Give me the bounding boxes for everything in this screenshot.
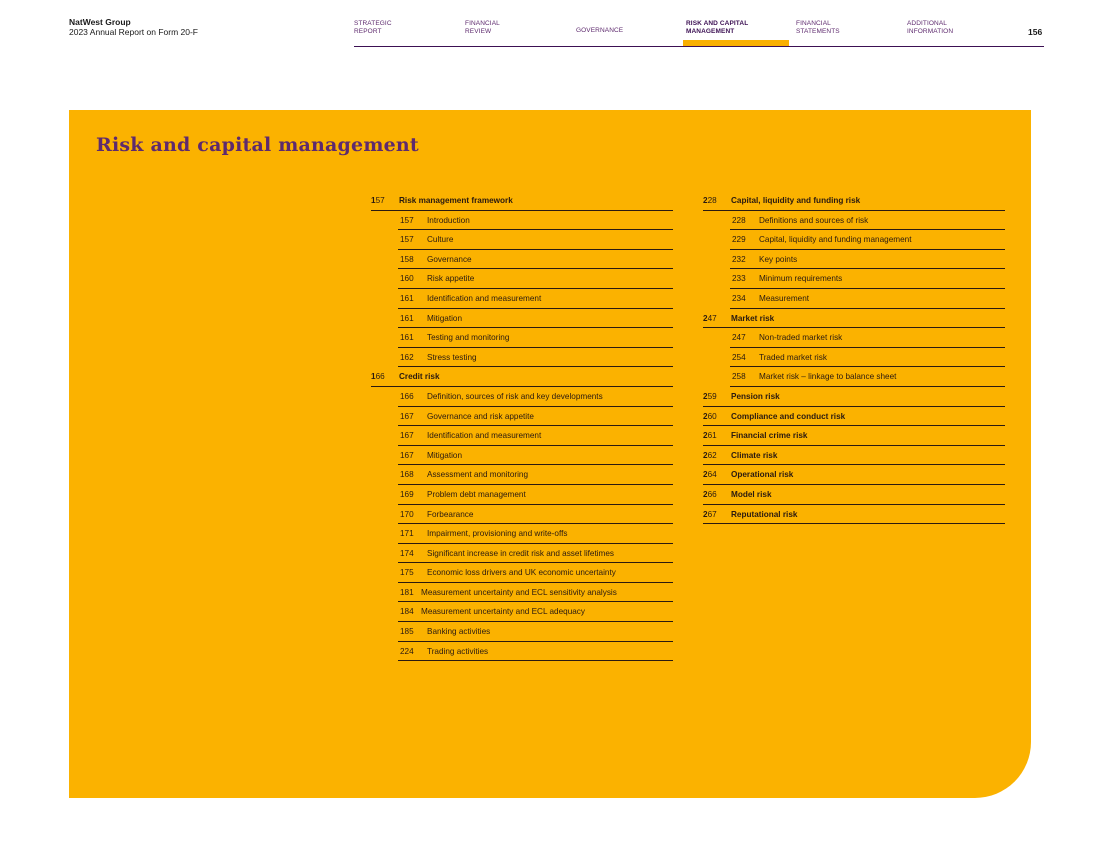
toc-entry-label: Risk appetite: [427, 274, 475, 284]
toc-entry-label: Trading activities: [427, 646, 489, 656]
toc-page-number: 157: [371, 196, 385, 205]
toc-entry-label: Measurement: [759, 293, 810, 303]
toc-subsection-link[interactable]: [730, 230, 1005, 250]
page-header: [0, 0, 1100, 48]
toc-entry-label: Reputational risk: [731, 509, 798, 519]
toc-subsection-link[interactable]: [730, 211, 1005, 231]
toc-subsection-link[interactable]: [730, 348, 1005, 368]
toc-entry-label: Operational risk: [731, 470, 794, 480]
nav-financial-statements[interactable]: FINANCIAL STATEMENTS: [796, 20, 840, 35]
toc-entry-label: Capital, liquidity and funding risk: [731, 196, 861, 205]
toc-page-number: 168: [400, 470, 414, 480]
toc-subsection-link[interactable]: [398, 524, 673, 544]
toc-page-number: 266: [703, 489, 717, 499]
toc-subsection-link[interactable]: [398, 426, 673, 446]
section-title: Risk and capital management: [96, 134, 419, 156]
toc-page-number: 232: [732, 254, 746, 264]
toc-subsection-link[interactable]: [730, 250, 1005, 270]
toc-entry-label: Assessment and monitoring: [427, 470, 529, 480]
toc-page-number: 157: [400, 235, 414, 245]
toc-subsection-link[interactable]: [398, 387, 673, 407]
toc-page-number: 171: [400, 529, 414, 539]
toc-section-link[interactable]: [703, 191, 1005, 211]
toc-entry-label: Problem debt management: [427, 489, 526, 499]
toc-page-number: 254: [732, 352, 746, 362]
toc-page-number: 228: [703, 196, 717, 205]
toc-subsection-link[interactable]: [398, 328, 673, 348]
toc-subsection-link[interactable]: [730, 367, 1005, 387]
toc-entry-label: Market risk – linkage to balance sheet: [759, 372, 897, 382]
toc-subsection-link[interactable]: [398, 289, 673, 309]
toc-subsection-link[interactable]: [730, 328, 1005, 348]
toc-subsection-link[interactable]: [398, 250, 673, 270]
toc-entry-label: Financial crime risk: [731, 431, 808, 441]
toc-subsection-link[interactable]: [398, 211, 673, 231]
toc-subsection-link[interactable]: [398, 602, 673, 622]
toc-section-link[interactable]: [703, 426, 1005, 446]
toc-page-number: 174: [400, 548, 414, 558]
toc-entry-label: Capital, liquidity and funding management: [759, 235, 912, 245]
toc-entry-label: Credit risk: [399, 372, 440, 382]
toc-entry-label: Identification and measurement: [427, 293, 542, 303]
toc-page-number: 224: [400, 646, 414, 656]
toc-section-link[interactable]: [371, 367, 673, 387]
toc-subsection-link[interactable]: [398, 583, 673, 603]
toc-entry-label: Model risk: [731, 489, 772, 499]
toc-page-number: 260: [703, 411, 717, 421]
toc-entry-label: Key points: [759, 254, 798, 264]
toc-entry-label: Significant increase in credit risk and asset lifetimes: [427, 548, 615, 558]
toc-entry-label: Forbearance: [427, 509, 474, 519]
toc-section-link[interactable]: [703, 505, 1005, 525]
nav-strategic-report[interactable]: STRATEGIC REPORT: [354, 20, 392, 35]
toc-page-number: 261: [703, 431, 717, 441]
toc-page-number: 161: [400, 313, 414, 323]
toc-entry-label: Stress testing: [427, 352, 477, 362]
toc-page-number: 181: [400, 587, 414, 597]
toc-subsection-link[interactable]: [398, 230, 673, 250]
toc-page-number: 167: [400, 450, 414, 460]
nav-additional-information[interactable]: ADDITIONAL INFORMATION: [907, 20, 954, 35]
nav-financial-review[interactable]: FINANCIAL REVIEW: [465, 20, 500, 35]
toc-page-number: 161: [400, 293, 414, 303]
toc-subsection-link[interactable]: [398, 622, 673, 642]
toc-page-number: 247: [703, 313, 717, 323]
toc-subsection-link[interactable]: [398, 309, 673, 329]
toc-page-number: 158: [400, 254, 414, 264]
toc-subsection-link[interactable]: [398, 348, 673, 368]
brand-block: [69, 17, 198, 37]
toc-entry-label: Mitigation: [427, 450, 463, 460]
toc-entry-label: Impairment, provisioning and write-offs: [427, 529, 568, 539]
toc-entry-label: Pension risk: [731, 391, 780, 401]
toc-page-number: 185: [400, 627, 414, 637]
toc-entry-label: Minimum requirements: [759, 274, 843, 284]
toc-section-link[interactable]: [371, 191, 673, 211]
toc-section-link[interactable]: [703, 485, 1005, 505]
toc-entry-label: Climate risk: [731, 450, 778, 460]
toc-page-number: 162: [400, 352, 414, 362]
toc-entry-label: Market risk: [731, 313, 775, 323]
toc-section-link[interactable]: [703, 407, 1005, 427]
toc-subsection-link[interactable]: [398, 505, 673, 525]
toc-entry-label: Banking activities: [427, 627, 491, 637]
page-number: 156: [1028, 27, 1043, 37]
toc-page-number: 167: [400, 431, 414, 441]
nav-governance[interactable]: GOVERNANCE: [576, 27, 624, 34]
toc-subsection-link[interactable]: [398, 407, 673, 427]
toc-page-number: 166: [400, 391, 414, 401]
toc-subsection-link[interactable]: [398, 563, 673, 583]
toc-section-link[interactable]: [703, 309, 1005, 329]
toc-entry-label: Governance and risk appetite: [427, 411, 534, 421]
toc-page-number: 166: [371, 372, 385, 382]
toc-entry-label: Measurement uncertainty and ECL adequacy: [421, 607, 585, 617]
toc-page-number: 247: [732, 333, 746, 343]
toc-subsection-link[interactable]: [398, 269, 673, 289]
toc-page-number: 233: [732, 274, 746, 284]
nav-risk-and-capital-management[interactable]: RISK AND CAPITAL MANAGEMENT: [686, 20, 749, 35]
toc-subsection-link[interactable]: [398, 642, 673, 662]
toc-page-number: 258: [732, 372, 746, 382]
toc-page-number: 170: [400, 509, 414, 519]
toc-entry-label: Traded market risk: [759, 352, 827, 362]
toc-page-number: 161: [400, 333, 414, 343]
toc-page-number: 175: [400, 568, 414, 578]
toc-page-number: 229: [732, 235, 746, 245]
toc-entry-label: Compliance and conduct risk: [731, 411, 846, 421]
toc-entry-label: Identification and measurement: [427, 431, 542, 441]
toc-entry-label: Risk management framework: [399, 196, 513, 205]
contents-panel: [69, 110, 1031, 798]
toc-page-number: 262: [703, 450, 717, 460]
toc-page-number: 264: [703, 470, 717, 480]
toc-entry-label: Culture: [427, 235, 454, 245]
toc-entry-label: Non-traded market risk: [759, 333, 843, 343]
toc-subsection-link[interactable]: [398, 544, 673, 564]
toc-page-number: 157: [400, 215, 414, 225]
toc-subsection-link[interactable]: [730, 269, 1005, 289]
toc-entry-label: Measurement uncertainty and ECL sensitivity analysis: [421, 587, 617, 597]
toc-section-link[interactable]: [703, 387, 1005, 407]
toc-subsection-link[interactable]: [730, 289, 1005, 309]
toc-entry-label: Mitigation: [427, 313, 463, 323]
toc-entry-label: Definitions and sources of risk: [759, 215, 869, 225]
toc-left-column: [371, 191, 673, 661]
toc-section-link[interactable]: [703, 465, 1005, 485]
toc-entry-label: Economic loss drivers and UK economic uncertainty: [427, 568, 616, 578]
toc-entry-label: Testing and monitoring: [427, 333, 510, 343]
toc-entry-label: Definition, sources of risk and key developments: [427, 391, 603, 401]
toc-subsection-link[interactable]: [398, 446, 673, 466]
toc-page-number: 228: [732, 215, 746, 225]
nav-divider: [354, 46, 1044, 47]
toc-page-number: 184: [400, 607, 414, 617]
toc-right-column: [703, 191, 1005, 524]
toc-page-number: 169: [400, 489, 414, 499]
toc-page-number: 259: [703, 391, 717, 401]
toc-page-number: 267: [703, 509, 717, 519]
toc-entry-label: Governance: [427, 254, 472, 264]
company-name: NatWest Group: [69, 17, 131, 27]
toc-section-link[interactable]: [703, 446, 1005, 466]
toc-page-number: 234: [732, 293, 746, 303]
toc-subsection-link[interactable]: [398, 485, 673, 505]
toc-page-number: 160: [400, 274, 414, 284]
toc-subsection-link[interactable]: [398, 465, 673, 485]
toc-entry-label: Introduction: [427, 215, 470, 225]
report-title: 2023 Annual Report on Form 20-F: [69, 27, 198, 37]
toc-page-number: 167: [400, 411, 414, 421]
